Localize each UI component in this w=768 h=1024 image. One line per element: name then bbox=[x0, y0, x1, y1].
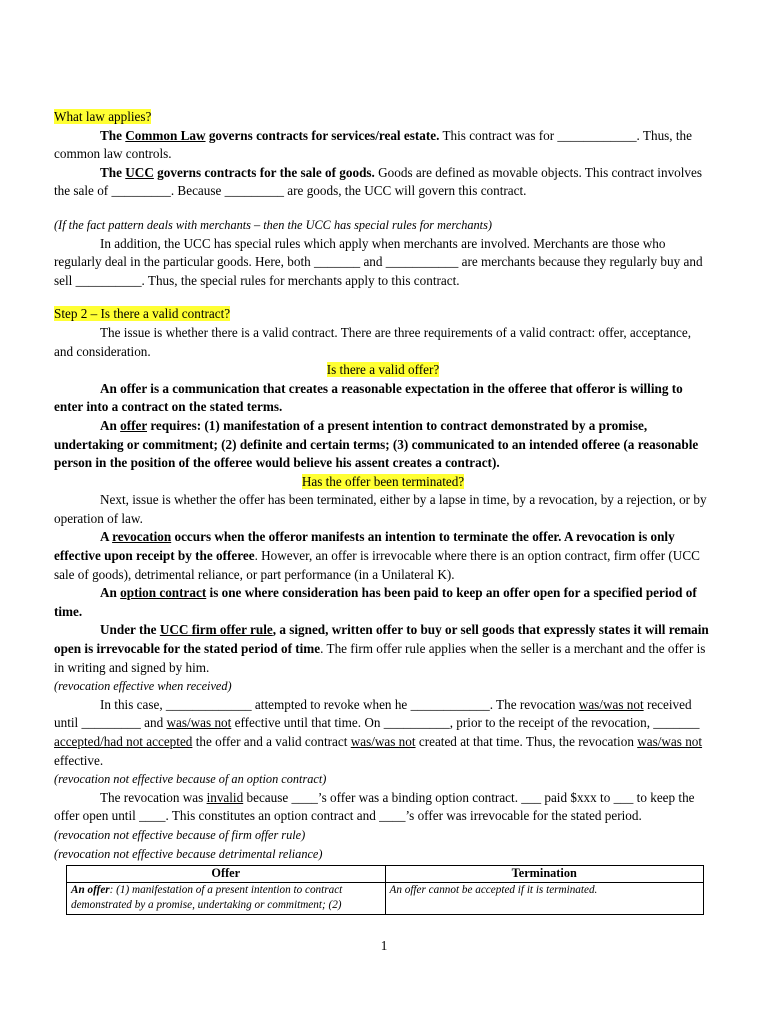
note-detrimental-reliance: (revocation not effective because detrimental reliance) bbox=[54, 846, 323, 861]
subheading-valid-offer: Is there a valid offer? bbox=[326, 362, 440, 378]
document-page bbox=[54, 108, 712, 915]
option-contract-paragraph: An option contract is one where consideration has been paid to keep an offer open for a specified period of time. bbox=[54, 585, 697, 619]
note-firm-offer: (revocation not effective because of firm offer rule) bbox=[54, 827, 306, 842]
table-header-termination: Termination bbox=[385, 866, 704, 883]
outline-table bbox=[66, 865, 704, 915]
subheading-offer-terminated: Has the offer been terminated? bbox=[301, 473, 465, 489]
valid-contract-intro: The issue is whether there is a valid contract. There are three requirements of a valid contract: offer, acceptance, and consideration. bbox=[54, 324, 692, 359]
section-heading-law: What law applies? bbox=[54, 109, 152, 124]
table-header-row bbox=[67, 866, 704, 883]
option-case-paragraph: The revocation was invalid because ____’s offer was a binding option contract. ___ paid $xxx to ___ to keep the offer open until ____. This constitutes an option contract and ____’s offer was irrevocable for the stated period. bbox=[54, 789, 695, 824]
section-heading-valid-contract: Step 2 – Is there a valid contract? bbox=[54, 306, 231, 322]
offer-cell: An offer: (1) manifestation of a present intention to contract demonstrated by a promise, undertaking or commitment; (2) bbox=[67, 882, 386, 914]
common-law-paragraph: The Common Law governs contracts for services/real estate. This contract was for ____________. Thus, the common law controls. bbox=[54, 127, 692, 162]
revocation-paragraph: A revocation occurs when the offeror manifests an intention to terminate the offer. A revocation is only effective upon receipt by the offeree. However, an offer is irrevocable where there is an option contract, firm offer (UCC sale of goods), detrimental reliance, or part performance (in a Unilateral K). bbox=[54, 529, 700, 582]
termination-cell: An offer cannot be accepted if it is terminated. bbox=[385, 882, 704, 914]
termination-intro: Next, issue is whether the offer has been terminated, either by a lapse in time, by a revocation, by a rejection, or by operation of law. bbox=[54, 492, 707, 526]
merchant-paragraph: In addition, the UCC has special rules which apply when merchants are involved. Merchants are those who regularly deal in the particular goods. Here, both _______ and ___________ are merchants because they regularly buy and sell __________. Thus, the special rules for merchants apply to this contract. bbox=[54, 235, 703, 288]
case-paragraph: In this case, _____________ attempted to revoke when he ____________. The revocation was/was not received until _________ and was/was not effective until that time. On __________, prior to the receipt of the revocation, _______ accepted/had not accepted the offer and a valid contract was/was not created at that time. Thus, the revocation was/was not effective. bbox=[54, 696, 703, 768]
offer-definition: An offer is a communication that creates a reasonable expectation in the offeree that offeror is willing to enter into a contract on the stated terms. bbox=[54, 380, 683, 415]
offer-requirements: An offer requires: (1) manifestation of a present intention to contract demonstrated by a promise, undertaking or commitment; (2) definite and certain terms; (3) communicated to an intended offeree (a reasonable person in the position of the offeree would believe his assent creates a contract). bbox=[54, 417, 699, 471]
note-revocation-effective: (revocation effective when received) bbox=[54, 679, 232, 694]
page-number: 1 bbox=[380, 938, 388, 953]
table-row bbox=[67, 882, 704, 914]
firm-offer-paragraph: Under the UCC firm offer rule, a signed, written offer to buy or sell goods that expressly states it will remain open is irrevocable for the stated period of time. The firm offer rule applies when the seller is a merchant and the offer is in writing and signed by him. bbox=[54, 622, 709, 675]
table-header-offer: Offer bbox=[67, 866, 386, 883]
note-option-contract: (revocation not effective because of an option contract) bbox=[54, 772, 327, 787]
merchant-note: (If the fact pattern deals with merchants – then the UCC has special rules for merchants) bbox=[54, 217, 492, 232]
ucc-paragraph: The UCC governs contracts for the sale of goods. Goods are defined as movable objects. This contract involves the sale of _________. Because _________ are goods, the UCC will govern this contract. bbox=[54, 164, 703, 199]
